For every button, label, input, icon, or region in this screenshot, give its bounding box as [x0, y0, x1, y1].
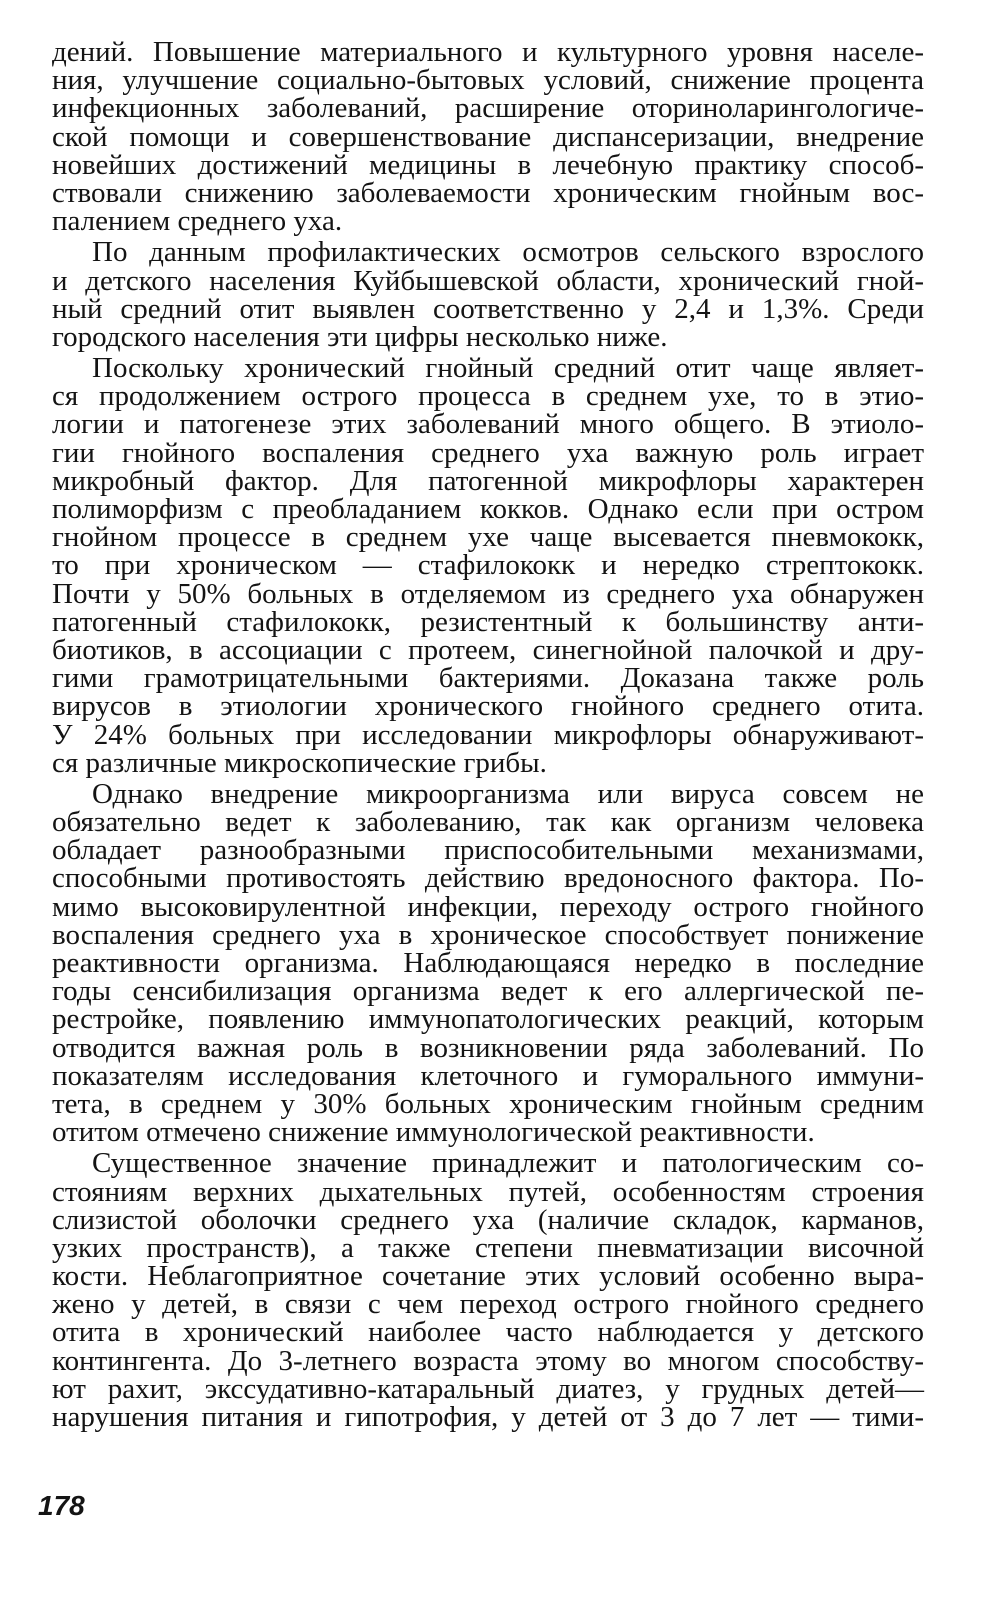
text-line: воспаления среднего уха в хроническое способствует понижение	[52, 918, 924, 951]
text-line: биотиков, в ассоциации с протеем, синегнойной палочкой и дру-	[52, 633, 924, 666]
text-line: вирусов в этиологии хронического гнойного среднего отита.	[52, 690, 924, 723]
text-line: обладает разнообразными приспособительными механизмами,	[52, 834, 924, 867]
text-line: отита в хронический наиболее часто наблюдается у детского	[52, 1316, 924, 1349]
text-line: обязательно ведет к заболеванию, так как организм человека	[52, 806, 924, 839]
text-line: Существенное значение принадлежит и патологическим со-	[92, 1147, 924, 1180]
text-line: годы сенсибилизация организма ведет к его аллергической пе-	[52, 975, 924, 1008]
text-line: жено у детей, в связи с чем переход острого гнойного среднего	[52, 1288, 924, 1321]
text-line: палением среднего уха.	[52, 205, 343, 238]
text-line: гии гнойного воспаления среднего уха важную роль играет	[52, 436, 924, 469]
text-line: мимо высоковирулентной инфекции, переходу острого гнойного	[52, 890, 924, 923]
text-line: ствовали снижению заболеваемости хроническим гнойным вос-	[52, 176, 924, 209]
text-line: У 24% больных при исследовании микрофлоры обнаруживают-	[52, 718, 924, 751]
text-line: ный средний отит выявлен соответственно у 2,4 и 1,3%. Среди	[52, 292, 924, 325]
text-line: стояниям верхних дыхательных путей, особенностям строения	[52, 1175, 924, 1208]
text-line: ния, улучшение социально-бытовых условий, снижение процента	[52, 64, 924, 97]
text-line: По данным профилактических осмотров сельского взрослого	[92, 236, 924, 269]
text-line: слизистой оболочки среднего уха (наличие складок, карманов,	[52, 1203, 924, 1236]
text-line: узких пространств), а также степени пневматизации височной	[52, 1231, 924, 1264]
text-line: ской помощи и совершенствование диспансеризации, внедрение	[52, 120, 924, 153]
text-line: микробный фактор. Для патогенной микрофлоры характерен	[52, 464, 924, 497]
text-line: кости. Неблагоприятное сочетание этих условий особенно выра-	[52, 1260, 924, 1293]
text-line: ся различные микроскопические грибы.	[52, 746, 547, 779]
text-line: рестройке, появлению иммунопатологических реакций, которым	[52, 1003, 924, 1036]
text-line: нарушения питания и гипотрофия, у детей от 3 до 7 лет — тими-	[52, 1401, 924, 1433]
text-line: полиморфизм с преобладанием кокков. Однако если при остром	[52, 493, 924, 525]
text-line: городского населения эти цифры несколько ниже.	[52, 320, 668, 353]
page-body	[52, 38, 924, 1431]
text-line: ся продолжением острого процесса в среднем ухе, то в этио-	[52, 380, 924, 413]
text-line: гими грамотрицательными бактериями. Доказана также роль	[52, 662, 924, 695]
text-line: ют рахит, экссудативно-катаральный диатез, у грудных детей—	[52, 1372, 924, 1405]
paragraph	[52, 238, 924, 351]
text-line: способными противостоять действию вредоносного фактора. По-	[52, 862, 924, 895]
text-line: инфекционных заболеваний, расширение оториноларингологиче-	[52, 92, 924, 125]
text-line: Поскольку хронический гнойный средний отит чаще являет-	[92, 352, 924, 385]
text-line: отводится важная роль в возникновении ряда заболеваний. По	[52, 1031, 924, 1064]
text-line: реактивности организма. Наблюдающаяся нередко в последние	[52, 947, 924, 979]
text-line: патогенный стафилококк, резистентный к большинству анти-	[52, 605, 924, 638]
paragraph	[52, 777, 924, 1149]
text-line: гнойном процессе в среднем ухе чаще высевается пневмококк,	[52, 521, 924, 554]
text-line: и детского населения Куйбышевской области, хронический гной-	[52, 264, 924, 297]
text-line: контингента. До 3-летнего возраста этому во многом способству-	[52, 1344, 924, 1377]
text-line: Почти у 50% больных в отделяемом из среднего уха обнаружен	[52, 577, 924, 610]
text-line: отитом отмечено снижение иммунологической реактивности.	[52, 1116, 815, 1149]
text-line: показателям исследования клеточного и гуморального иммуни-	[52, 1059, 924, 1092]
paragraph	[52, 1149, 924, 1431]
text-line: новейших достижений медицины в лечебную практику способ-	[52, 148, 924, 181]
paragraph	[52, 354, 924, 777]
text-line: Однако внедрение микроорганизма или вируса совсем не	[92, 777, 924, 810]
page-number: 178	[38, 1490, 85, 1521]
text-line: тета, в среднем у 30% больных хроническим гнойным средним	[52, 1087, 924, 1120]
text-line: логии и патогенезе этих заболеваний много общего. В этиоло-	[52, 408, 924, 441]
text-line: дений. Повышение материального и культурного уровня населе-	[52, 36, 924, 68]
text-line: то при хроническом — стафилококк и нередко стрептококк.	[52, 549, 924, 582]
paragraph	[52, 36, 924, 238]
